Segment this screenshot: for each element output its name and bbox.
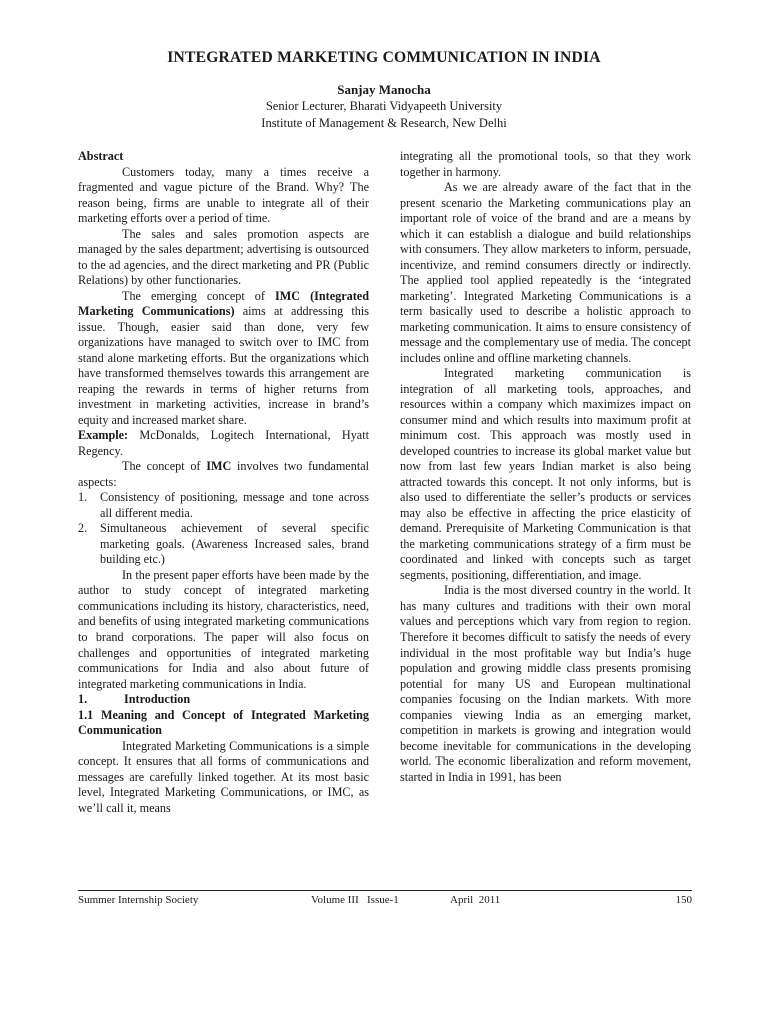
list-item-number: 2. <box>78 521 88 536</box>
section-title: Introduction <box>124 692 191 707</box>
imc-term-2: IMC <box>206 459 232 474</box>
list-item <box>78 490 369 521</box>
example-label: Example: <box>78 428 129 443</box>
list-item-text: Consistency of positioning, message and tone across all different media. <box>100 490 369 520</box>
section-heading <box>78 692 369 708</box>
abstract-paragraph-3 <box>78 289 369 429</box>
abstract-paragraph-2: The sales and sales promotion aspects are managed by the sales department; advertising is outsourced to the ad agencies, and the direct marketing and PR (Public Relations) by other functionaries. <box>78 226 369 288</box>
imc-term: IMC (Integrated Marketing Communications) <box>78 288 369 319</box>
abstract-paragraph-1: Customers today, many a times receive a fragmented and vague picture of the Brand. Why? The reason being, firms are unable to integrate all of their marketing efforts over a period of time. <box>78 164 369 226</box>
author-affiliation-line1: Senior Lecturer, Bharati Vidyapeeth University <box>265 99 503 113</box>
list-item <box>78 521 369 568</box>
author-name: Sanjay Manocha <box>337 82 431 97</box>
abstract-heading: Abstract <box>78 149 124 163</box>
right-paragraph-1: integrating all the promotional tools, so that they work together in harmony. <box>400 149 691 179</box>
subsection-heading: 1.1 Meaning and Concept of Integrated Marketing Communication <box>78 707 369 738</box>
list-item-number: 1. <box>78 490 88 505</box>
footer-page-number: 150 <box>675 894 692 906</box>
footer-divider <box>78 890 692 891</box>
list-item-text: Simultaneous achievement of several specific marketing goals. (Awareness Increased sales, brand building etc.) <box>100 521 369 567</box>
footer-society: Summer Internship Society <box>78 894 199 906</box>
footer-date: April 2011 <box>450 894 501 906</box>
footer-volume: Volume III Issue-1 <box>311 894 399 906</box>
abstract-paragraph-4 <box>78 459 369 490</box>
left-column <box>78 149 369 816</box>
example-text: McDonalds, Logitech International, Hyatt Regency. <box>78 428 369 458</box>
right-paragraph-3: Integrated marketing communication is integration of all marketing tools, approaches, and resources within a company which maximizes impact on consumer mind and which results into maximum profit at minimum cost. This approach was mostly used in developed countries to increase its global market value but now from last few years Indian market is also being attracted towards this concept. It not only informs, but is also used to differentiate the seller’s products or services may also be effective in affecting the price elasticity of demand. Prerequisite of Marketing Communication is that the marketing communications strategy of a firm must be coordinated and linked with concepts such as target segments, positioning, differentiation, and image. <box>400 366 691 582</box>
p3-text-post: aims at addressing this issue. Though, easier said than done, very few organizations have managed to switch over to IMC from stand alone marketing efforts. But the organizations which have transformed themselves towards this arrangement are reaping the rewards in terms of higher returns from investment in marketing activities, increase in brand’s equity and increased market share. <box>78 304 369 427</box>
right-paragraph-2: As we are already aware of the fact that in the present scenario the Marketing communications play an important role of voice of the brand and are a means by which it can establish a dialogue and build relationships with consumers. They allow marketers to inform, persuade, incentivize, and remind consumers directly or indirectly. The applied tool applied repeatedly is the ‘integrated marketing’. Integrated Marketing Communications is a term basically used to describe a holistic approach to marketing communication. It aims to ensure consistency of message and the complementary use of media. The concept includes online and offline marketing channels. <box>400 180 691 365</box>
section-number: 1. <box>78 692 88 707</box>
author-affiliation-line2: Institute of Management & Research, New Delhi <box>261 116 507 130</box>
paper-title: INTEGRATED MARKETING COMMUNICATION IN INDIA <box>167 49 601 66</box>
right-paragraph-4: India is the most diversed country in the world. It has many cultures and traditions with their own moral values and perceptions which vary from region to region. Therefore it becomes difficult to satisfy the needs of every individual in the most profitable way but India’s huge population and growing middle class presents promising potential for many US and European multinational companies focusing on the Indian markets. With more companies viewing India as an emerging market, competition in markets is growing and integration would become inevitable for communications in the developing world. The economic liberalization and reform movement, started in India in 1991, has been <box>400 583 691 784</box>
right-column <box>400 149 691 785</box>
intro-paragraph-1: Integrated Marketing Communications is a simple concept. It ensures that all forms of communications and messages are carefully linked together. At its most basic level, Integrated Marketing Communications, or IMC, as we’ll call it, means <box>78 738 369 815</box>
example-line <box>78 428 369 459</box>
p3-text-pre: The emerging concept of <box>122 288 275 303</box>
abstract-paragraph-5: In the present paper efforts have been made by the author to study concept of integrated marketing communications including its history, characteristics, need, and benefits of using integrated marketing communications to brand corporations. The paper will also focus on challenges and opportunities of integrated marketing communications for India and also about future of integrated marketing communications in India. <box>78 567 369 691</box>
p4-text-post: involves two fundamental aspects: <box>78 459 369 489</box>
p4-text-pre: The concept of <box>122 459 207 474</box>
